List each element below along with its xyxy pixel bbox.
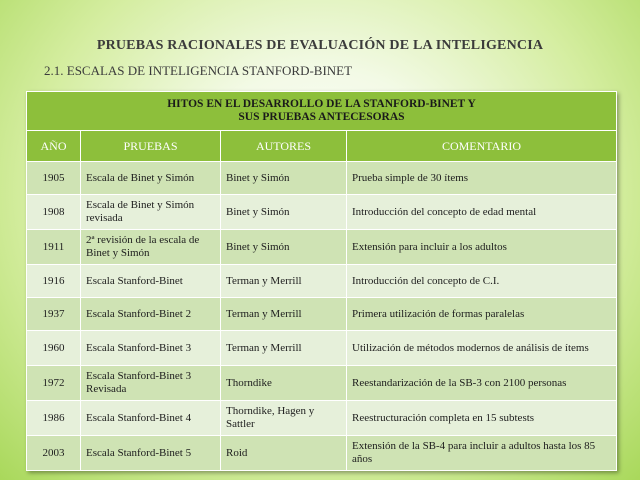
table-caption-line1: HITOS EN EL DESARROLLO DE LA STANFORD-BINET Y (167, 98, 476, 110)
table-row (27, 195, 617, 230)
test-cell: Escala de Binet y Simón revisada (81, 195, 221, 230)
year-cell: 2003 (27, 436, 81, 471)
test-cell: 2ª revisión de la escala de Binet y Simón (81, 230, 221, 265)
table-row (27, 162, 617, 195)
authors-cell: Thorndike (221, 366, 347, 401)
table-row (27, 331, 617, 366)
comment-cell: Reestructuración completa en 15 subtests (347, 401, 617, 436)
column-header-tests: PRUEBAS (81, 131, 221, 162)
test-cell: Escala de Binet y Simón (81, 162, 221, 195)
slide-title: PRUEBAS RACIONALES DE EVALUACIÓN DE LA INTELIGENCIA (96, 38, 544, 53)
table-row (27, 401, 617, 436)
test-cell: Escala Stanford-Binet 2 (81, 298, 221, 331)
comment-cell: Extensión para incluir a los adultos (347, 230, 617, 265)
table-row (27, 366, 617, 401)
test-cell: Escala Stanford-Binet 5 (81, 436, 221, 471)
table-caption-row (27, 92, 617, 131)
table-caption (27, 92, 617, 131)
table-row (27, 265, 617, 298)
comment-cell: Primera utilización de formas paralelas (347, 298, 617, 331)
test-cell: Escala Stanford-Binet 4 (81, 401, 221, 436)
test-cell: Escala Stanford-Binet (81, 265, 221, 298)
table-row (27, 436, 617, 471)
year-cell: 1972 (27, 366, 81, 401)
milestones-table (26, 91, 617, 471)
year-cell: 1937 (27, 298, 81, 331)
comment-cell: Introducción del concepto de edad mental (347, 195, 617, 230)
test-cell: Escala Stanford-Binet 3 (81, 331, 221, 366)
table-header-row (27, 131, 617, 162)
authors-cell: Binet y Simón (221, 162, 347, 195)
authors-cell: Terman y Merrill (221, 298, 347, 331)
table-caption-line2: SUS PRUEBAS ANTECESORAS (238, 111, 405, 123)
authors-cell: Binet y Simón (221, 230, 347, 265)
year-cell: 1916 (27, 265, 81, 298)
year-cell: 1911 (27, 230, 81, 265)
comment-cell: Prueba simple de 30 ítems (347, 162, 617, 195)
authors-cell: Terman y Merrill (221, 331, 347, 366)
test-cell: Escala Stanford-Binet 3 Revisada (81, 366, 221, 401)
authors-cell: Terman y Merrill (221, 265, 347, 298)
comment-cell: Extensión de la SB-4 para incluir a adultos hasta los 85 años (347, 436, 617, 471)
comment-cell: Utilización de métodos modernos de análisis de ítems (347, 331, 617, 366)
comment-cell: Introducción del concepto de C.I. (347, 265, 617, 298)
column-header-year: AÑO (27, 131, 81, 162)
slide-subtitle: 2.1. ESCALAS DE INTELIGENCIA STANFORD-BINET (44, 63, 353, 78)
authors-cell: Binet y Simón (221, 195, 347, 230)
year-cell: 1905 (27, 162, 81, 195)
table-row (27, 230, 617, 265)
year-cell: 1986 (27, 401, 81, 436)
year-cell: 1960 (27, 331, 81, 366)
comment-cell: Reestandarización de la SB-3 con 2100 personas (347, 366, 617, 401)
authors-cell: Roid (221, 436, 347, 471)
column-header-comment: COMENTARIO (347, 131, 617, 162)
column-header-authors: AUTORES (221, 131, 347, 162)
table-row (27, 298, 617, 331)
year-cell: 1908 (27, 195, 81, 230)
authors-cell: Thorndike, Hagen y Sattler (221, 401, 347, 436)
